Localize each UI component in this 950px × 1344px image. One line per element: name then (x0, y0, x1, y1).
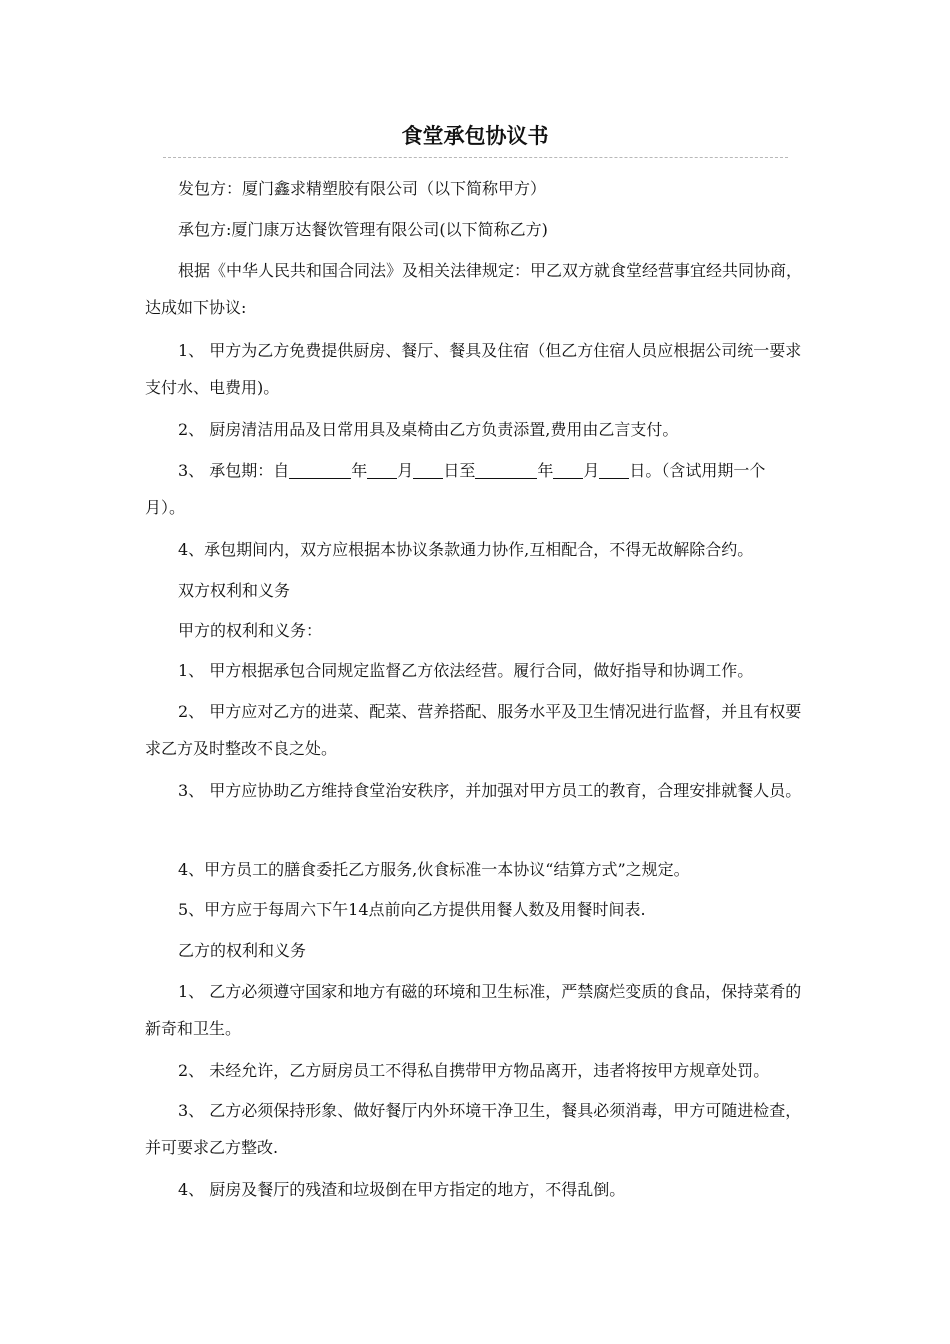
blank-day-end (599, 460, 629, 479)
clause-4: 4、承包期间内，双方应根据本协议条款通力协作,互相配合，不得无故解除合约。 (178, 540, 754, 559)
party-a-item-1: 1、 甲方根据承包合同规定监督乙方依法经营。履行合同，做好指导和协调工作。 (178, 661, 754, 680)
term-prefix: 3、 承包期：自 (178, 461, 290, 480)
party-a-item-3: 3、 甲方应协助乙方维持食堂治安秩序，并加强对甲方员工的教育，合理安排就餐人员。 (178, 781, 802, 800)
party-a-line: 发包方：厦门鑫求精塑胶有限公司（以下简称甲方） (178, 179, 547, 198)
party-b-item-3: 3、 乙方必须保持形象、做好餐厅内外环境干净卫生，餐具必须消毒，甲方可随进检查，并可要求乙方整改. (145, 1101, 802, 1157)
party-b-item-4: 4、 厨房及餐厅的残渣和垃圾倒在甲方指定的地方，不得乱倒。 (178, 1180, 626, 1199)
title-divider (163, 157, 788, 158)
blank-day-start (413, 460, 443, 479)
blank-month-start (367, 460, 397, 479)
term-day-to: 日至 (443, 461, 476, 480)
term-month1: 月 (397, 461, 414, 480)
party-b-item-1: 1、 乙方必须遵守国家和地方有磁的环境和卫生标准，严禁腐烂变质的食品，保持菜肴的新奇和卫生。 (145, 982, 802, 1038)
clause-1: 1、 甲方为乙方免费提供厨房、餐厅、餐具及住宿（但乙方住宿人员应根据公司统一要求支付水、电费用)。 (145, 341, 802, 397)
party-a-item-4: 4、甲方员工的膳食委托乙方服务,伙食标准一本协议“结算方式”之规定。 (178, 860, 690, 879)
party-b-item-2: 2、 未经允许，乙方厨房员工不得私自携带甲方物品离开，违者将按甲方规章处罚。 (178, 1061, 770, 1080)
section-party-a: 甲方的权利和义务： (178, 621, 323, 640)
party-b-line: 承包方:厦门康万达餐饮管理有限公司(以下简称乙方) (178, 220, 548, 239)
term-day-end: 日。（含试用期一个月）。 (145, 461, 766, 517)
blank-year-start (289, 460, 351, 479)
section-rights-obligations: 双方权利和义务 (178, 581, 291, 600)
clause-3-term (145, 452, 805, 526)
term-year1: 年 (351, 461, 368, 480)
term-month2: 月 (583, 461, 600, 480)
party-a-item-2: 2、 甲方应对乙方的进菜、配菜、营养搭配、服务水平及卫生情况进行监督，并且有权要求乙方及时整改不良之处。 (145, 702, 802, 758)
blank-month-end (553, 460, 583, 479)
document-title: 食堂承包协议书 (401, 124, 549, 148)
party-a-item-5: 5、甲方应于每周六下午14点前向乙方提供用餐人数及用餐时间表. (178, 900, 646, 919)
section-party-b: 乙方的权利和义务 (178, 941, 307, 960)
blank-year-end (475, 460, 537, 479)
preamble: 根据《中华人民共和国合同法》及相关法律规定：甲乙双方就食堂经营事宜经共同协商，达成如下协议: (145, 261, 803, 317)
clause-2: 2、 厨房清洁用品及日常用具及桌椅由乙方负责添置,费用由乙言支付。 (178, 420, 679, 439)
term-year2: 年 (537, 461, 554, 480)
